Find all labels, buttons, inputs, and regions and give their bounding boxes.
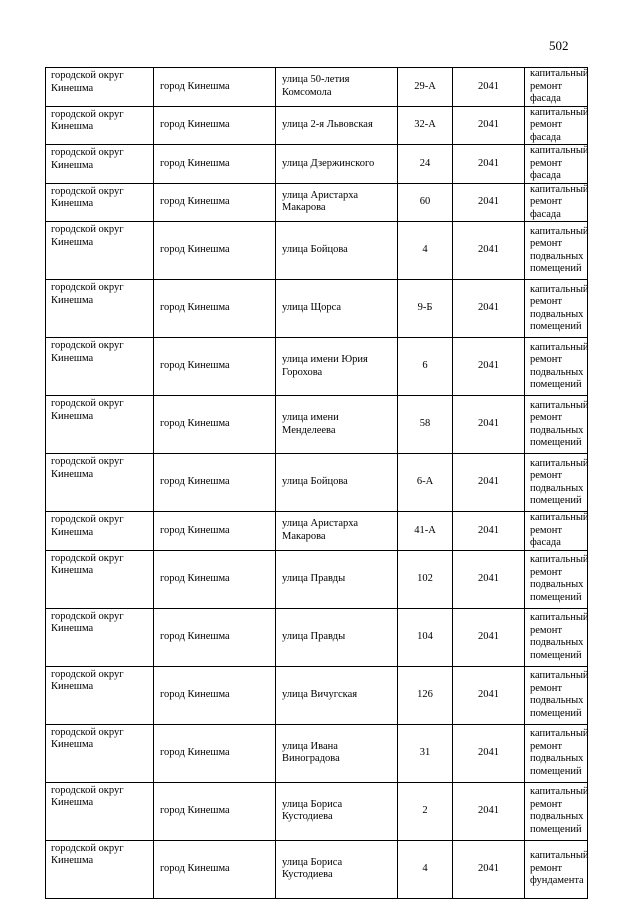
year-cell: 2041 [453,454,525,512]
city-cell: город Кинешма [154,724,276,782]
city-cell: город Кинешма [154,840,276,898]
table-row [46,512,588,551]
district-cell: городской округ Кинешма [46,608,154,666]
city-cell: город Кинешма [154,68,276,107]
work-type-cell: капитальный ремонт подвальных помещений [525,724,588,782]
work-type-cell: капитальный ремонт подвальных помещений [525,338,588,396]
district-cell: городской округ Кинешма [46,454,154,512]
year-cell: 2041 [453,782,525,840]
work-type-cell: капитальный ремонт подвальных помещений [525,550,588,608]
table-row [46,280,588,338]
year-cell: 2041 [453,512,525,551]
district-cell: городской округ Кинешма [46,222,154,280]
work-type-cell: капитальный ремонт подвальных помещений [525,666,588,724]
work-type-cell: капитальный ремонт подвальных помещений [525,782,588,840]
work-type-cell: капитальный ремонт фасада [525,145,588,184]
year-cell: 2041 [453,280,525,338]
house-number-cell: 29-А [398,68,453,107]
year-cell: 2041 [453,608,525,666]
work-type-cell: капитальный ремонт подвальных помещений [525,454,588,512]
district-cell: городской округ Кинешма [46,666,154,724]
street-cell: улица Вичугская [276,666,398,724]
house-number-cell: 2 [398,782,453,840]
street-cell: улица Ивана Виноградова [276,724,398,782]
year-cell: 2041 [453,338,525,396]
year-cell: 2041 [453,222,525,280]
work-type-cell: капитальный ремонт фасада [525,183,588,222]
house-number-cell: 41-А [398,512,453,551]
table-row [46,222,588,280]
table-row [46,608,588,666]
street-cell: улица 2-я Львовская [276,106,398,145]
table-row [46,396,588,454]
house-number-cell: 4 [398,222,453,280]
street-cell: улица Щорса [276,280,398,338]
district-cell: городской округ Кинешма [46,550,154,608]
house-number-cell: 9-Б [398,280,453,338]
table-row [46,666,588,724]
year-cell: 2041 [453,666,525,724]
work-type-cell: капитальный ремонт фасада [525,106,588,145]
year-cell: 2041 [453,68,525,107]
district-cell: городской округ Кинешма [46,512,154,551]
table-row [46,338,588,396]
table-row [46,145,588,184]
house-number-cell: 60 [398,183,453,222]
district-cell: городской округ Кинешма [46,106,154,145]
city-cell: город Кинешма [154,222,276,280]
page-number: 502 [549,38,569,53]
district-cell: городской округ Кинешма [46,724,154,782]
year-cell: 2041 [453,724,525,782]
year-cell: 2041 [453,183,525,222]
district-cell: городской округ Кинешма [46,338,154,396]
district-cell: городской округ Кинешма [46,782,154,840]
year-cell: 2041 [453,550,525,608]
district-cell: городской округ Кинешма [46,396,154,454]
house-number-cell: 4 [398,840,453,898]
work-type-cell: капитальный ремонт фундамента [525,840,588,898]
table-row [46,782,588,840]
street-cell: улица Дзержинского [276,145,398,184]
city-cell: город Кинешма [154,454,276,512]
house-number-cell: 104 [398,608,453,666]
work-type-cell: капитальный ремонт фасада [525,68,588,107]
city-cell: город Кинешма [154,608,276,666]
city-cell: город Кинешма [154,183,276,222]
house-number-cell: 31 [398,724,453,782]
city-cell: город Кинешма [154,666,276,724]
street-cell: улица Бориса Кустодиева [276,782,398,840]
year-cell: 2041 [453,145,525,184]
house-number-cell: 58 [398,396,453,454]
city-cell: город Кинешма [154,106,276,145]
housing-repair-table [45,67,588,899]
district-cell: городской округ Кинешма [46,280,154,338]
house-number-cell: 102 [398,550,453,608]
work-type-cell: капитальный ремонт подвальных помещений [525,280,588,338]
table-row [46,454,588,512]
house-number-cell: 126 [398,666,453,724]
city-cell: город Кинешма [154,396,276,454]
street-cell: улица Правды [276,608,398,666]
street-cell: улица имени Менделеева [276,396,398,454]
work-type-cell: капитальный ремонт подвальных помещений [525,608,588,666]
street-cell: улица имени Юрия Горохова [276,338,398,396]
house-number-cell: 24 [398,145,453,184]
table-row [46,68,588,107]
street-cell: улица Правды [276,550,398,608]
house-number-cell: 6 [398,338,453,396]
work-type-cell: капитальный ремонт подвальных помещений [525,396,588,454]
district-cell: городской округ Кинешма [46,840,154,898]
district-cell: городской округ Кинешма [46,145,154,184]
district-cell: городской округ Кинешма [46,68,154,107]
street-cell: улица Бориса Кустодиева [276,840,398,898]
year-cell: 2041 [453,396,525,454]
street-cell: улица Аристарха Макарова [276,183,398,222]
table-row [46,550,588,608]
street-cell: улица 50-летия Комсомола [276,68,398,107]
street-cell: улица Бойцова [276,454,398,512]
work-type-cell: капитальный ремонт подвальных помещений [525,222,588,280]
city-cell: город Кинешма [154,145,276,184]
table-row [46,183,588,222]
year-cell: 2041 [453,840,525,898]
city-cell: город Кинешма [154,782,276,840]
street-cell: улица Аристарха Макарова [276,512,398,551]
table-row [46,106,588,145]
table-row [46,840,588,898]
house-number-cell: 6-А [398,454,453,512]
table-row [46,724,588,782]
district-cell: городской округ Кинешма [46,183,154,222]
house-number-cell: 32-А [398,106,453,145]
city-cell: город Кинешма [154,550,276,608]
city-cell: город Кинешма [154,338,276,396]
city-cell: город Кинешма [154,280,276,338]
street-cell: улица Бойцова [276,222,398,280]
work-type-cell: капитальный ремонт фасада [525,512,588,551]
year-cell: 2041 [453,106,525,145]
city-cell: город Кинешма [154,512,276,551]
